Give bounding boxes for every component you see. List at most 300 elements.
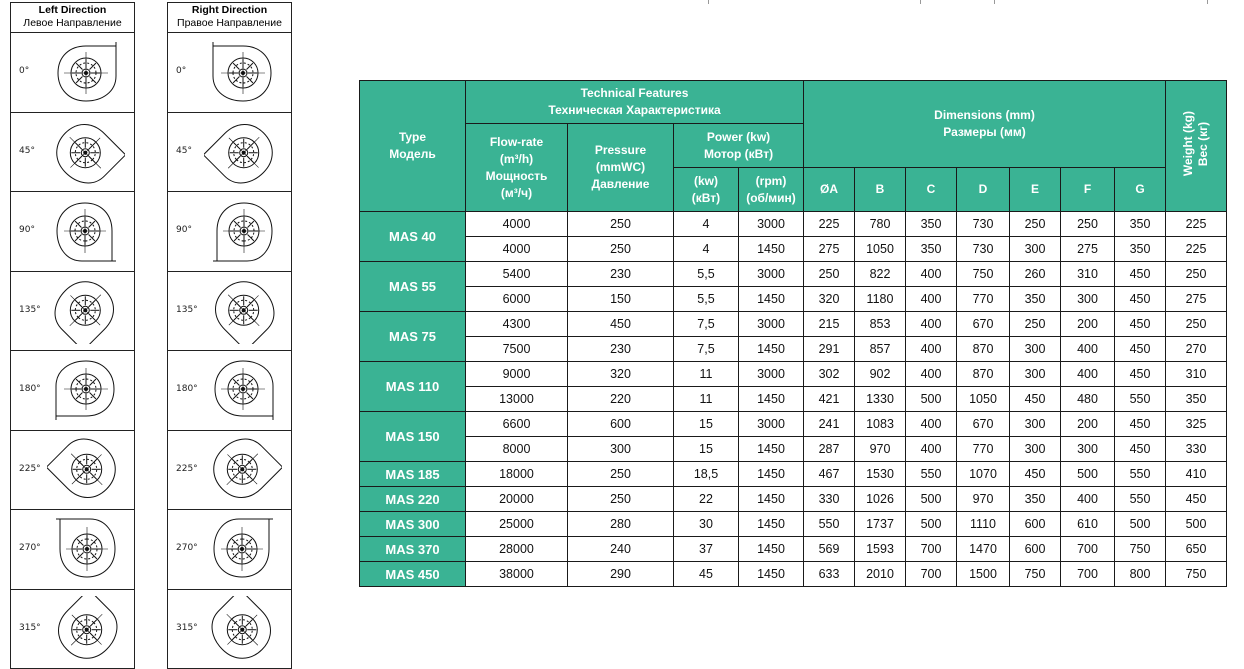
pressure-line-2: (mmWC)	[595, 160, 646, 174]
model-name-cell: MAS 220	[360, 487, 466, 512]
table-cell: 550	[804, 512, 855, 537]
table-cell: 1070	[957, 462, 1010, 487]
table-cell: 350	[1115, 237, 1166, 262]
table-cell: 750	[1166, 562, 1227, 587]
table-cell: 400	[1061, 487, 1115, 512]
table-row	[360, 462, 1227, 487]
table-cell: 1450	[739, 387, 804, 412]
table-cell: 13000	[466, 387, 568, 412]
table-cell: 240	[568, 537, 674, 562]
left-direction-title-en: Left Direction	[38, 4, 107, 16]
angle-label: 135°	[176, 304, 198, 315]
rpm-line-2: (об/мин)	[746, 190, 796, 205]
left-direction-panel	[10, 2, 135, 669]
table-cell: 450	[1115, 312, 1166, 337]
table-cell: 320	[804, 287, 855, 312]
table-cell: 11	[674, 362, 739, 387]
model-name-cell: MAS 110	[360, 362, 466, 412]
table-cell: 320	[568, 362, 674, 387]
table-cell: 1450	[739, 487, 804, 512]
table-cell: 300	[1010, 337, 1061, 362]
table-cell: 400	[906, 362, 957, 387]
direction-cell	[11, 33, 134, 113]
angle-label: 315°	[19, 622, 41, 633]
table-cell: 450	[1115, 437, 1166, 462]
table-cell: 700	[1061, 562, 1115, 587]
table-cell: 421	[804, 387, 855, 412]
fan-orientation-icon	[47, 39, 125, 105]
table-cell: 700	[906, 562, 957, 587]
direction-cell	[168, 272, 291, 352]
table-cell: 400	[1061, 362, 1115, 387]
dimension-col-header: C	[906, 168, 957, 212]
angle-label: 180°	[176, 384, 198, 394]
table-cell: 450	[1010, 387, 1061, 412]
table-cell: 450	[1010, 462, 1061, 487]
table-cell: 5,5	[674, 287, 739, 312]
table-cell: 550	[906, 462, 957, 487]
table-cell: 350	[1166, 387, 1227, 412]
table-cell: 1110	[957, 512, 1010, 537]
table-cell: 4300	[466, 312, 568, 337]
table-cell: 302	[804, 362, 855, 387]
fan-orientation-icon	[204, 198, 282, 264]
weight-header-en: Weight (kg)	[1181, 110, 1195, 177]
direction-cell	[11, 510, 134, 590]
table-cell: 750	[1115, 537, 1166, 562]
fan-orientation-icon	[204, 516, 282, 582]
table-cell: 670	[957, 312, 1010, 337]
table-cell: 902	[855, 362, 906, 387]
table-cell: 450	[1115, 287, 1166, 312]
kw-header	[674, 168, 739, 212]
table-cell: 2010	[855, 562, 906, 587]
table-cell: 250	[1010, 212, 1061, 237]
table-cell: 30	[674, 512, 739, 537]
table-cell: 6000	[466, 287, 568, 312]
table-cell: 7,5	[674, 337, 739, 362]
direction-cell	[168, 510, 291, 590]
table-cell: 9000	[466, 362, 568, 387]
table-cell: 8000	[466, 437, 568, 462]
direction-cell	[168, 431, 291, 511]
fan-orientation-icon	[204, 596, 282, 662]
table-cell: 500	[906, 512, 957, 537]
technical-table	[359, 80, 1227, 587]
direction-cell	[11, 113, 134, 193]
table-cell: 450	[1115, 262, 1166, 287]
edge-mark	[994, 0, 995, 4]
weight-header-ru: Вес (кг)	[1196, 121, 1210, 166]
table-cell: 670	[957, 412, 1010, 437]
table-cell: 500	[1166, 512, 1227, 537]
table-cell: 450	[1115, 337, 1166, 362]
table-cell: 600	[1010, 512, 1061, 537]
table-cell: 300	[1010, 362, 1061, 387]
right-direction-title-en: Right Direction	[191, 4, 268, 16]
table-cell: 1593	[855, 537, 906, 562]
direction-cell	[11, 192, 134, 272]
table-cell: 350	[906, 212, 957, 237]
edge-mark	[708, 0, 709, 4]
pressure-line-3: Давление	[591, 177, 650, 191]
table-cell: 275	[1166, 287, 1227, 312]
fan-orientation-icon	[204, 119, 282, 185]
type-header	[360, 81, 466, 212]
power-line-1: Power (kw)	[706, 129, 771, 144]
edge-mark	[920, 0, 921, 4]
fan-orientation-icon	[204, 357, 282, 423]
angle-label: 0°	[176, 66, 187, 76]
table-cell: 250	[1166, 312, 1227, 337]
table-cell: 250	[568, 462, 674, 487]
table-cell: 291	[804, 337, 855, 362]
table-row	[360, 362, 1227, 387]
table-cell: 300	[1061, 287, 1115, 312]
table-cell: 11	[674, 387, 739, 412]
direction-cell	[168, 33, 291, 113]
table-cell: 300	[568, 437, 674, 462]
table-cell: 270	[1166, 337, 1227, 362]
table-cell: 1450	[739, 512, 804, 537]
table-cell: 550	[1115, 387, 1166, 412]
model-name-cell: MAS 55	[360, 262, 466, 312]
table-row	[360, 337, 1227, 362]
table-cell: 700	[1061, 537, 1115, 562]
table-cell: 450	[1166, 487, 1227, 512]
left-direction-header	[11, 3, 134, 33]
angle-label: 270°	[176, 543, 198, 553]
table-cell: 200	[1061, 412, 1115, 437]
table-cell: 550	[1115, 462, 1166, 487]
table-cell: 310	[1061, 262, 1115, 287]
angle-label: 180°	[19, 384, 41, 394]
table-cell: 730	[957, 212, 1010, 237]
table-cell: 300	[1010, 237, 1061, 262]
right-direction-title-ru: Правое Направление	[177, 17, 282, 29]
table-cell: 1450	[739, 287, 804, 312]
flow-rate-line-4: (м³/ч)	[500, 185, 533, 200]
dimension-col-header: G	[1115, 168, 1166, 212]
table-row	[360, 412, 1227, 437]
table-cell: 770	[957, 437, 1010, 462]
table-cell: 330	[1166, 437, 1227, 462]
direction-cell	[168, 351, 291, 431]
rpm-line-1: (rpm)	[755, 173, 787, 188]
flow-rate-line-1: Flow-rate	[489, 134, 544, 149]
table-cell: 215	[804, 312, 855, 337]
table-cell: 290	[568, 562, 674, 587]
table-cell: 250	[568, 237, 674, 262]
table-cell: 1450	[739, 237, 804, 262]
dimension-col-header: B	[855, 168, 906, 212]
table-cell: 870	[957, 362, 1010, 387]
table-cell: 450	[1115, 362, 1166, 387]
table-cell: 3000	[739, 362, 804, 387]
dimension-col-header: D	[957, 168, 1010, 212]
table-cell: 350	[1010, 287, 1061, 312]
table-cell: 20000	[466, 487, 568, 512]
table-cell: 633	[804, 562, 855, 587]
table-cell: 220	[568, 387, 674, 412]
table-cell: 3000	[739, 412, 804, 437]
right-direction-cells	[168, 33, 291, 668]
table-cell: 3000	[739, 262, 804, 287]
table-cell: 4000	[466, 237, 568, 262]
table-cell: 25000	[466, 512, 568, 537]
table-cell: 800	[1115, 562, 1166, 587]
table-cell: 1083	[855, 412, 906, 437]
table-cell: 750	[1010, 562, 1061, 587]
table-cell: 857	[855, 337, 906, 362]
table-cell: 300	[1061, 437, 1115, 462]
left-direction-title-ru: Левое Направление	[23, 17, 122, 29]
table-cell: 1050	[855, 237, 906, 262]
table-cell: 650	[1166, 537, 1227, 562]
table-cell: 1026	[855, 487, 906, 512]
table-cell: 400	[906, 412, 957, 437]
table-cell: 870	[957, 337, 1010, 362]
direction-cell	[11, 272, 134, 352]
table-cell: 280	[568, 512, 674, 537]
table-cell: 1450	[739, 337, 804, 362]
table-cell: 200	[1061, 312, 1115, 337]
table-cell: 5400	[466, 262, 568, 287]
flow-rate-header	[466, 124, 568, 212]
table-cell: 770	[957, 287, 1010, 312]
table-row	[360, 287, 1227, 312]
angle-label: 135°	[19, 304, 41, 315]
table-cell: 250	[1166, 262, 1227, 287]
table-cell: 500	[1061, 462, 1115, 487]
table-cell: 400	[906, 312, 957, 337]
direction-cell	[168, 113, 291, 193]
table-cell: 250	[1061, 212, 1115, 237]
table-cell: 1450	[739, 537, 804, 562]
technical-features-en: Technical Features	[580, 86, 689, 100]
direction-cell	[11, 590, 134, 669]
table-cell: 350	[1115, 212, 1166, 237]
angle-label: 45°	[19, 145, 35, 156]
table-cell: 287	[804, 437, 855, 462]
table-cell: 350	[906, 237, 957, 262]
table-cell: 400	[1061, 337, 1115, 362]
table-cell: 310	[1166, 362, 1227, 387]
table-row	[360, 562, 1227, 587]
table-row	[360, 437, 1227, 462]
table-row	[360, 387, 1227, 412]
table-cell: 7500	[466, 337, 568, 362]
angle-label: 270°	[19, 543, 41, 553]
table-cell: 1530	[855, 462, 906, 487]
model-name-cell: MAS 185	[360, 462, 466, 487]
table-cell: 822	[855, 262, 906, 287]
technical-features-ru: Техническая Характеристика	[548, 103, 721, 117]
table-cell: 5,5	[674, 262, 739, 287]
edge-mark	[1207, 0, 1208, 4]
type-header-en: Type	[398, 130, 427, 144]
dimensions-ru: Размеры (мм)	[943, 125, 1026, 139]
type-header-ru: Модель	[389, 147, 436, 161]
fan-orientation-icon	[204, 278, 282, 344]
table-cell: 410	[1166, 462, 1227, 487]
right-direction-panel	[167, 2, 292, 669]
fan-orientation-icon	[47, 198, 125, 264]
table-cell: 500	[1115, 512, 1166, 537]
table-cell: 600	[1010, 537, 1061, 562]
table-cell: 1450	[739, 562, 804, 587]
model-name-cell: MAS 300	[360, 512, 466, 537]
table-cell: 225	[1166, 212, 1227, 237]
table-row	[360, 537, 1227, 562]
table-cell: 38000	[466, 562, 568, 587]
fan-orientation-icon	[47, 119, 125, 185]
table-cell: 15	[674, 412, 739, 437]
table-cell: 467	[804, 462, 855, 487]
pressure-header	[568, 124, 674, 212]
table-cell: 37	[674, 537, 739, 562]
dimension-col-header: ØA	[804, 168, 855, 212]
weight-header	[1166, 81, 1227, 212]
table-cell: 1500	[957, 562, 1010, 587]
table-cell: 250	[568, 212, 674, 237]
table-cell: 225	[804, 212, 855, 237]
table-cell: 1050	[957, 387, 1010, 412]
table-cell: 6600	[466, 412, 568, 437]
table-cell: 250	[568, 487, 674, 512]
direction-cell	[11, 431, 134, 511]
table-cell: 4000	[466, 212, 568, 237]
table-cell: 500	[906, 387, 957, 412]
table-cell: 250	[804, 262, 855, 287]
table-cell: 750	[957, 262, 1010, 287]
right-direction-header	[168, 3, 291, 33]
table-cell: 610	[1061, 512, 1115, 537]
direction-cell	[168, 590, 291, 669]
table-row	[360, 487, 1227, 512]
table-cell: 230	[568, 337, 674, 362]
table-cell: 275	[804, 237, 855, 262]
table-cell: 15	[674, 437, 739, 462]
table-cell: 18000	[466, 462, 568, 487]
fan-orientation-icon	[204, 437, 282, 503]
table-cell: 1470	[957, 537, 1010, 562]
table-cell: 450	[568, 312, 674, 337]
flow-rate-line-3: Мощность	[485, 168, 548, 183]
model-name-cell: MAS 450	[360, 562, 466, 587]
table-cell: 1450	[739, 437, 804, 462]
table-cell: 150	[568, 287, 674, 312]
table-cell: 7,5	[674, 312, 739, 337]
table-body	[360, 212, 1227, 587]
power-header	[674, 124, 804, 168]
table-cell: 450	[1115, 412, 1166, 437]
model-name-cell: MAS 75	[360, 312, 466, 362]
rpm-header	[739, 168, 804, 212]
table-cell: 1737	[855, 512, 906, 537]
table-cell: 22	[674, 487, 739, 512]
table-cell: 500	[906, 487, 957, 512]
table-cell: 4	[674, 237, 739, 262]
model-name-cell: MAS 150	[360, 412, 466, 462]
angle-label: 0°	[19, 66, 30, 76]
table-cell: 1330	[855, 387, 906, 412]
table-cell: 730	[957, 237, 1010, 262]
table-cell: 550	[1115, 487, 1166, 512]
table-row	[360, 312, 1227, 337]
angle-label: 90°	[19, 225, 35, 235]
table-cell: 230	[568, 262, 674, 287]
table-cell: 241	[804, 412, 855, 437]
dimension-col-header: E	[1010, 168, 1061, 212]
table-cell: 250	[1010, 312, 1061, 337]
table-cell: 1450	[739, 462, 804, 487]
table-cell: 569	[804, 537, 855, 562]
table-cell: 3000	[739, 312, 804, 337]
table-cell: 400	[906, 287, 957, 312]
table-cell: 350	[1010, 487, 1061, 512]
dimensions-header	[804, 81, 1166, 168]
angle-label: 225°	[176, 463, 198, 474]
fan-orientation-icon	[47, 516, 125, 582]
table-cell: 600	[568, 412, 674, 437]
table-cell: 700	[906, 537, 957, 562]
table-cell: 18,5	[674, 462, 739, 487]
fan-orientation-icon	[47, 596, 125, 662]
weight-header-label	[1181, 111, 1211, 176]
table-cell: 853	[855, 312, 906, 337]
table-row	[360, 262, 1227, 287]
fan-orientation-icon	[47, 357, 125, 423]
fan-orientation-icon	[47, 278, 125, 344]
table-cell: 275	[1061, 237, 1115, 262]
angle-label: 225°	[19, 463, 41, 474]
fan-orientation-icon	[47, 437, 125, 503]
table-cell: 225	[1166, 237, 1227, 262]
table-cell: 480	[1061, 387, 1115, 412]
table-cell: 400	[906, 337, 957, 362]
angle-label: 45°	[176, 145, 192, 156]
table-cell: 970	[957, 487, 1010, 512]
power-line-2: Мотор (кВт)	[703, 146, 774, 161]
table-cell: 325	[1166, 412, 1227, 437]
table-cell: 300	[1010, 412, 1061, 437]
table-cell: 4	[674, 212, 739, 237]
kw-line-1: (kw)	[694, 173, 718, 188]
dimension-col-header: F	[1061, 168, 1115, 212]
table-cell: 300	[1010, 437, 1061, 462]
table-cell: 28000	[466, 537, 568, 562]
direction-cell	[11, 351, 134, 431]
table-cell: 1180	[855, 287, 906, 312]
model-name-cell: MAS 370	[360, 537, 466, 562]
table-cell: 3000	[739, 212, 804, 237]
left-direction-cells	[11, 33, 134, 668]
pressure-line-1: Pressure	[594, 143, 647, 157]
angle-label: 90°	[176, 225, 192, 235]
table-cell: 780	[855, 212, 906, 237]
direction-cell	[168, 192, 291, 272]
kw-line-2: (кВт)	[691, 190, 721, 205]
table-cell: 260	[1010, 262, 1061, 287]
table-cell: 330	[804, 487, 855, 512]
table-cell: 45	[674, 562, 739, 587]
table-cell: 400	[906, 262, 957, 287]
table-row	[360, 512, 1227, 537]
fan-orientation-icon	[204, 39, 282, 105]
model-name-cell: MAS 40	[360, 212, 466, 262]
table-cell: 970	[855, 437, 906, 462]
